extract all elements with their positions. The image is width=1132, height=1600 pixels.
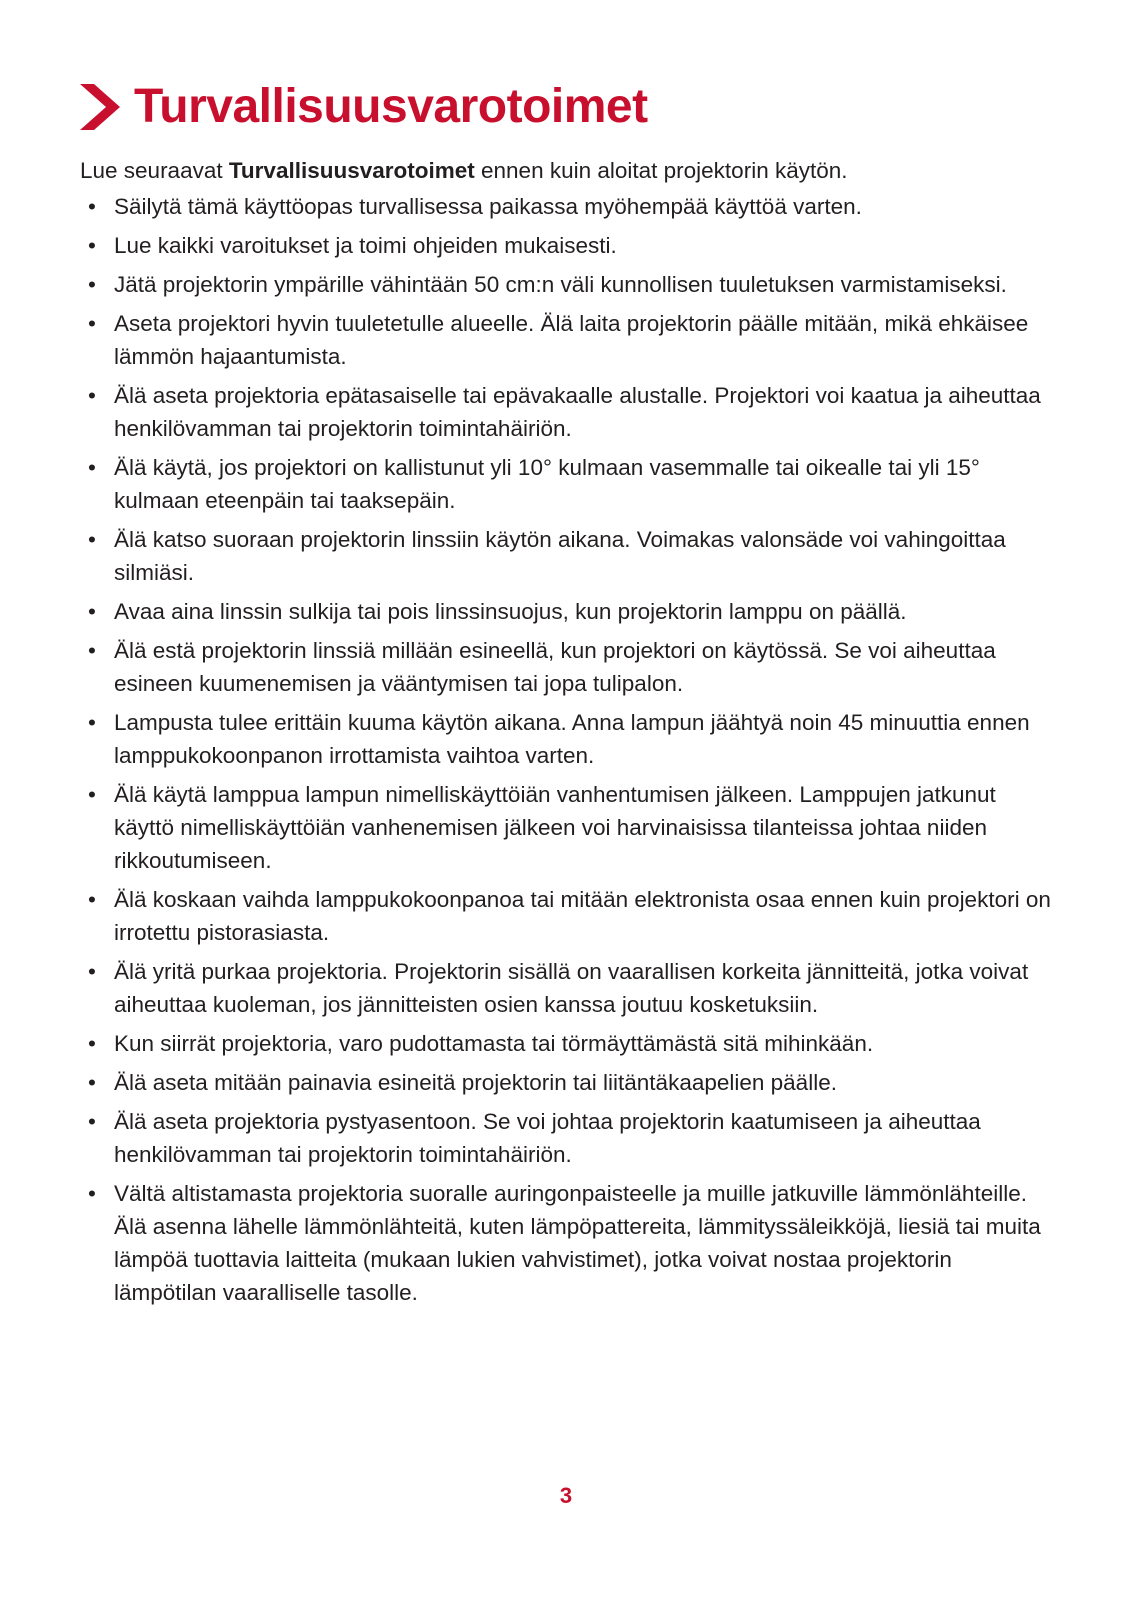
intro-text-before: Lue seuraavat [80, 158, 229, 183]
chevron-right-icon [80, 84, 120, 130]
bullet-icon: • [88, 311, 96, 336]
list-item [80, 883, 1060, 949]
bullet-icon: • [88, 1070, 96, 1095]
list-item-text: Älä aseta projektoria epätasaiselle tai epävakaalle alustalle. Projektori voi kaatua ja aiheuttaa henkilövamman tai projektorin toimintahäiriön. [114, 383, 1041, 441]
list-item-text: Älä yritä purkaa projektoria. Projektorin sisällä on vaarallisen korkeita jännitteitä, jotka voivat aiheuttaa kuoleman, jos jännitteisten osien kanssa joutuu kosketuksiin. [114, 959, 1029, 1017]
list-item [80, 778, 1060, 877]
list-item-text: Lampusta tulee erittäin kuuma käytön aikana. Anna lampun jäähtyä noin 45 minuuttia ennen lamppukokoonpanon irrottamista vaihtoa varten. [114, 710, 1030, 768]
bullet-icon: • [88, 710, 96, 735]
list-item-text: Vältä altistamasta projektoria suoralle auringonpaisteelle ja muille jatkuville lämmönlähteille. Älä asenna lähelle lämmönlähteitä, kuten lämpöpattereita, lämmityssäleikköjä, liesiä tai muita lämpöä tuottavia laitteita (mukaan lukien vahvistimet), jotka voivat nostaa projektorin lämpötilan vaaralliselle tasolle. [114, 1181, 1041, 1305]
list-item-text: Älä käytä lamppua lampun nimelliskäyttöiän vanhentumisen jälkeen. Lamppujen jatkunut käyttö nimelliskäyttöiän vanhenemisen jälkeen voi harvinaisissa tilanteissa johtaa niiden rikkoutumiseen. [114, 782, 996, 873]
bullet-icon: • [88, 1181, 96, 1206]
list-item [80, 1027, 1060, 1060]
page-title: Turvallisuusvarotoimet [134, 80, 648, 133]
list-item-text: Älä koskaan vaihda lamppukokoonpanoa tai mitään elektronista osaa ennen kuin projektori on irrotettu pistorasiasta. [114, 887, 1051, 945]
bullet-icon: • [88, 383, 96, 408]
list-item [80, 634, 1060, 700]
list-item [80, 190, 1060, 223]
section-heading [80, 72, 648, 142]
list-item [80, 706, 1060, 772]
bullet-icon: • [88, 1109, 96, 1134]
bullet-icon: • [88, 599, 96, 624]
list-item-text: Aseta projektori hyvin tuuletetulle alueelle. Älä laita projektorin päälle mitään, mikä ehkäisee lämmön hajaantumista. [114, 311, 1029, 369]
list-item [80, 1066, 1060, 1099]
intro-text-bold: Turvallisuusvarotoimet [228, 158, 475, 183]
list-item [80, 595, 1060, 628]
intro-paragraph [80, 154, 1060, 187]
list-item [80, 229, 1060, 262]
bullet-icon: • [88, 1031, 96, 1056]
list-item-text: Älä käytä, jos projektori on kallistunut yli 10° kulmaan vasemmalle tai oikealle tai yli 15° kulmaan eteenpäin tai taaksepäin. [114, 455, 980, 513]
page-number: 3 [559, 1483, 573, 1508]
list-item [80, 955, 1060, 1021]
list-item-text: Älä katso suoraan projektorin linssiin käytön aikana. Voimakas valonsäde voi vahingoittaa silmiäsi. [114, 527, 1006, 585]
bullet-icon: • [88, 194, 96, 219]
bullet-icon: • [88, 527, 96, 552]
list-item [80, 451, 1060, 517]
list-item-text: Lue kaikki varoitukset ja toimi ohjeiden mukaisesti. [114, 233, 617, 258]
list-item-text: Älä aseta projektoria pystyasentoon. Se voi johtaa projektorin kaatumiseen ja aiheuttaa henkilövamman tai projektorin toimintahäiriön. [114, 1109, 981, 1167]
list-item-text: Säilytä tämä käyttöopas turvallisessa paikassa myöhempää käyttöä varten. [114, 194, 862, 219]
bullet-icon: • [88, 455, 96, 480]
bullet-icon: • [88, 887, 96, 912]
safety-list [80, 190, 1060, 1315]
bullet-icon: • [88, 233, 96, 258]
list-item [80, 379, 1060, 445]
bullet-icon: • [88, 782, 96, 807]
list-item [80, 268, 1060, 301]
list-item-text: Älä estä projektorin linssiä millään esineellä, kun projektori on käytössä. Se voi aiheuttaa esineen kuumenemisen ja vääntymisen tai jopa tulipalon. [114, 638, 996, 696]
list-item [80, 523, 1060, 589]
bullet-icon: • [88, 959, 96, 984]
list-item [80, 1105, 1060, 1171]
list-item-text: Älä aseta mitään painavia esineitä projektorin tai liitäntäkaapelien päälle. [114, 1070, 837, 1095]
bullet-icon: • [88, 638, 96, 663]
intro-text-after: ennen kuin aloitat projektorin käytön. [474, 158, 848, 183]
list-item [80, 307, 1060, 373]
list-item [80, 1177, 1060, 1309]
list-item-text: Jätä projektorin ympärille vähintään 50 cm:n väli kunnollisen tuuletuksen varmistamiseksi. [114, 272, 1007, 297]
list-item-text: Avaa aina linssin sulkija tai pois linssinsuojus, kun projektorin lamppu on päällä. [114, 599, 907, 624]
list-item-text: Kun siirrät projektoria, varo pudottamasta tai törmäyttämästä sitä mihinkään. [114, 1031, 874, 1056]
bullet-icon: • [88, 272, 96, 297]
